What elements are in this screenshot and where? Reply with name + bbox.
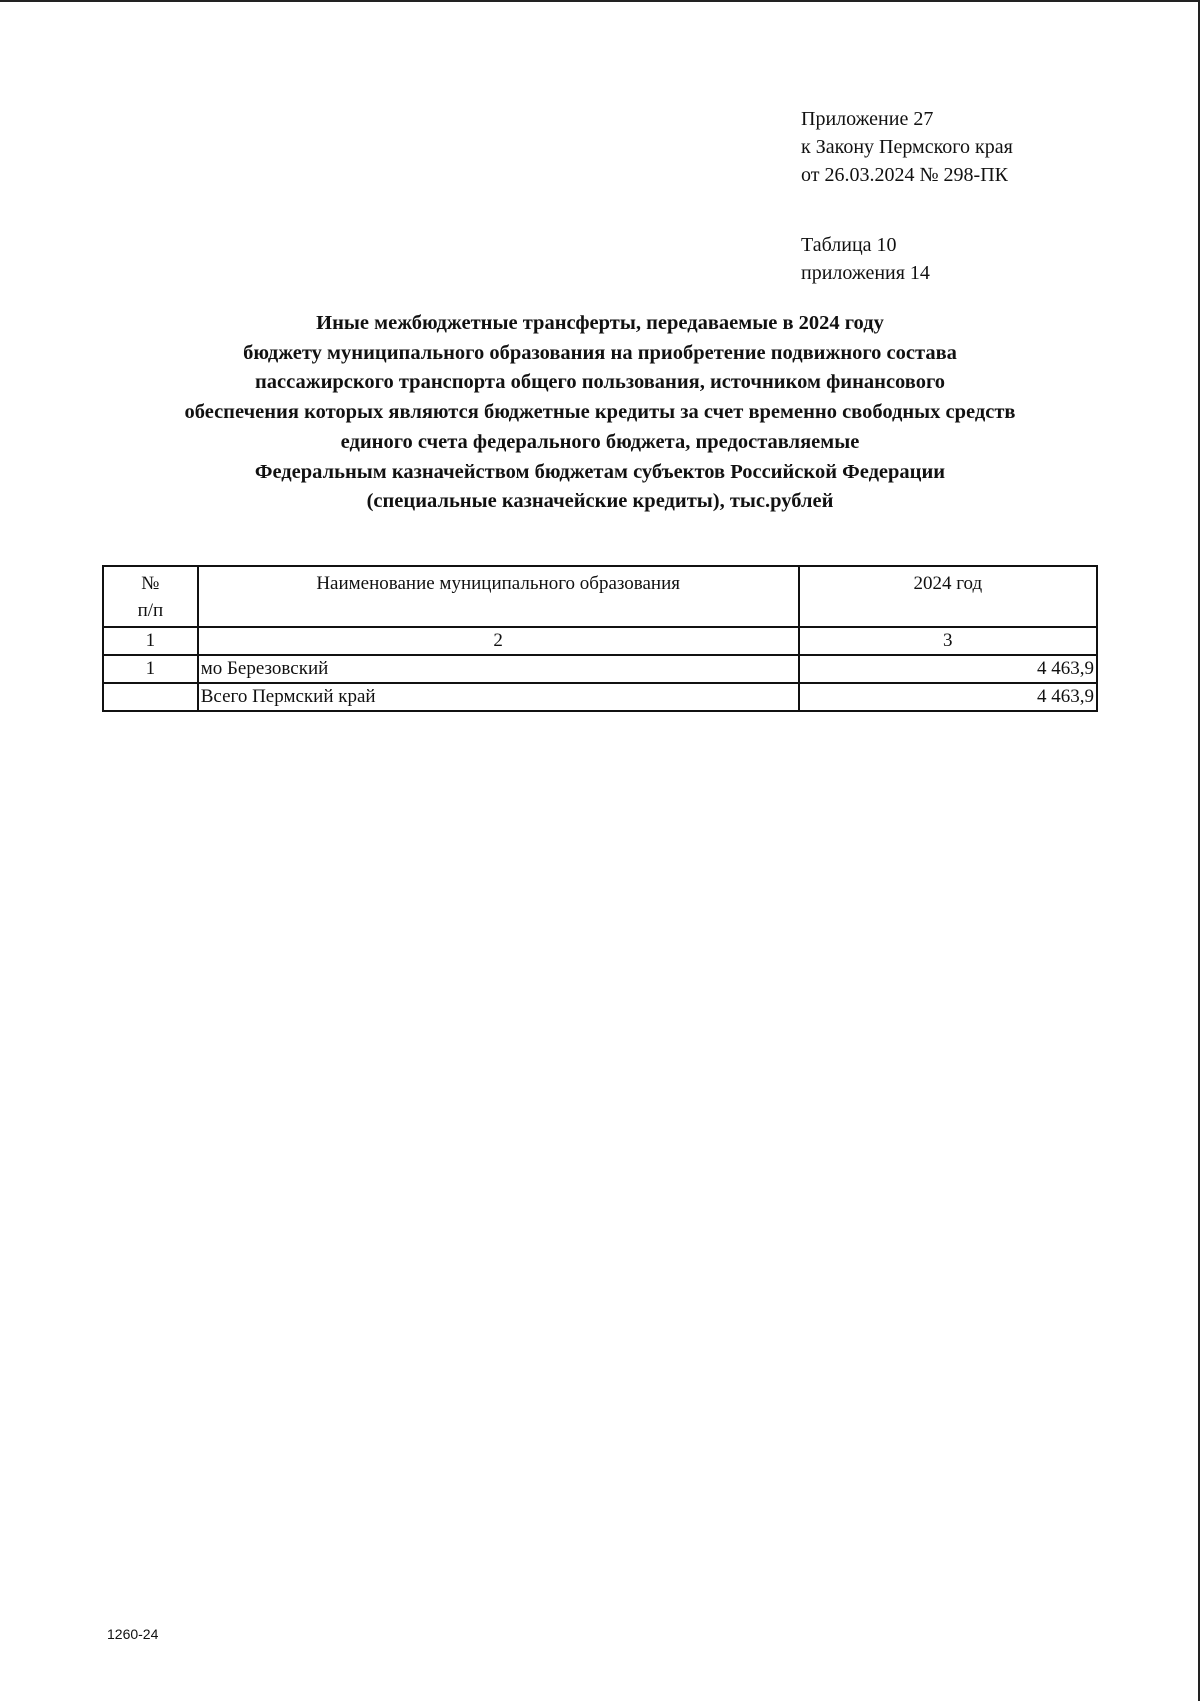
table-reference-line: приложения 14	[801, 262, 930, 284]
attachment-line: от 26.03.2024 № 298-ПК	[801, 164, 1009, 186]
column-index-cell: 2	[198, 627, 799, 655]
title-line: единого счета федерального бюджета, предоставляемые	[340, 430, 860, 453]
title-line: бюджету муниципального образования на приобретение подвижного состава	[243, 341, 957, 364]
column-index-row	[103, 627, 1097, 655]
transfers-table	[102, 565, 1098, 712]
amount-cell: 4 463,9	[799, 655, 1097, 683]
column-index-cell: 3	[799, 627, 1097, 655]
header-year: 2024 год	[799, 566, 1097, 627]
table-row	[103, 655, 1097, 683]
table-header-row	[103, 566, 1097, 627]
table-total-row	[103, 683, 1097, 711]
table-reference	[801, 231, 930, 287]
document-code: 1260-24	[107, 1626, 159, 1642]
row-number-cell	[103, 683, 198, 711]
attachment-line: к Закону Пермского края	[801, 136, 1013, 158]
header-number-abbr: п/п	[137, 600, 164, 621]
header-number	[103, 566, 198, 627]
title-line: (специальные казначейские кредиты), тыс.рублей	[366, 490, 834, 513]
title-line: Иные межбюджетные трансферты, передаваемые в 2024 году	[316, 312, 884, 334]
document-title	[60, 309, 1140, 517]
municipality-name-cell: мо Березовский	[198, 655, 799, 683]
attachment-reference	[801, 105, 1013, 189]
total-amount-cell: 4 463,9	[799, 683, 1097, 711]
table-reference-line: Таблица 10	[801, 234, 897, 256]
attachment-line: Приложение 27	[801, 108, 934, 130]
column-index-cell: 1	[103, 627, 198, 655]
title-line: Федеральным казначейством бюджетам субъектов Российской Федерации	[254, 460, 946, 483]
header-number-symbol: №	[141, 573, 160, 594]
title-line: обеспечения которых являются бюджетные кредиты за счет временно свободных средств	[184, 401, 1016, 424]
row-number-cell: 1	[103, 655, 198, 683]
page-border-top	[0, 0, 1200, 2]
header-municipality-name: Наименование муниципального образования	[198, 566, 799, 627]
total-label-cell: Всего Пермский край	[198, 683, 799, 711]
title-line: пассажирского транспорта общего пользования, источником финансового	[254, 371, 946, 394]
